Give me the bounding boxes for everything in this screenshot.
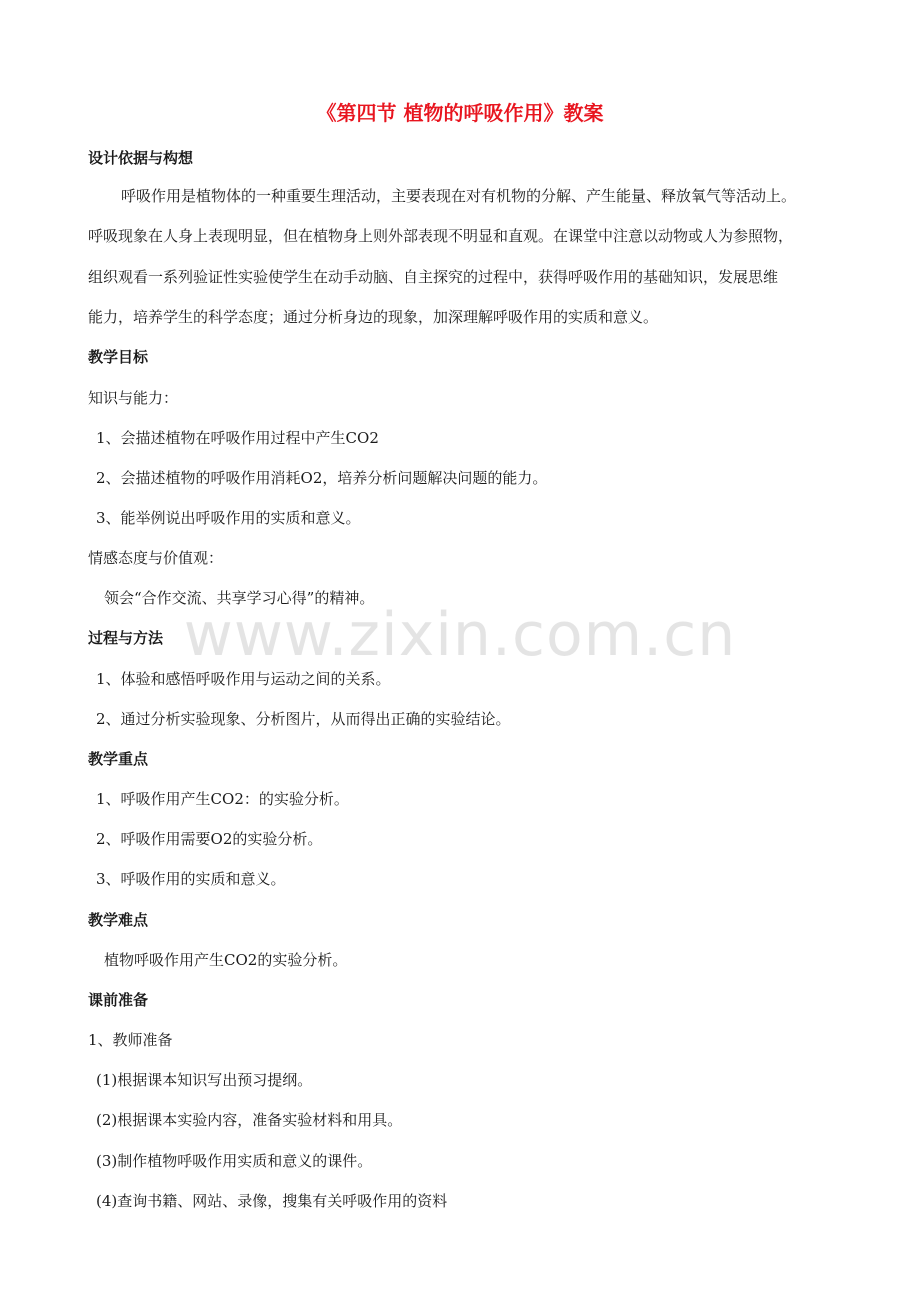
key-point-item: 3、呼吸作用的实质和意义。: [96, 870, 286, 888]
prep-subheading: 1、教师准备: [88, 1031, 173, 1049]
process-item: 2、通过分析实验现象、分析图片，从而得出正确的实验结论。: [96, 710, 511, 728]
key-point-item: 1、呼吸作用产生CO2：的实验分析。: [96, 790, 349, 808]
heading-goals: 教学目标: [88, 348, 149, 366]
design-paragraph-line: 组织观看一系列验证性实验使学生在动手动脑、自主探究的过程中，获得呼吸作用的基础知识，发展思维: [88, 268, 779, 286]
design-paragraph-line: 能力，培养学生的科学态度；通过分析身边的现象，加深理解呼吸作用的实质和意义。: [88, 308, 659, 326]
document-title: 《第四节 植物的呼吸作用》教案: [316, 101, 604, 125]
heading-difficulty: 教学难点: [88, 911, 149, 929]
attitude-text: 领会“合作交流、共享学习心得”的精神。: [104, 589, 375, 607]
process-item: 1、体验和感悟呼吸作用与运动之间的关系。: [96, 670, 391, 688]
knowledge-item: 3、能举例说出呼吸作用的实质和意义。: [96, 509, 361, 527]
design-paragraph-line: 呼吸作用是植物体的一种重要生理活动，主要表现在对有机物的分解、产生能量、释放氧气等活动上。: [121, 187, 797, 205]
attitude-label: 情感态度与价值观：: [88, 549, 224, 567]
key-point-item: 2、呼吸作用需要O2的实验分析。: [96, 830, 323, 848]
heading-preparation: 课前准备: [88, 991, 149, 1009]
design-paragraph-line: 呼吸现象在人身上表现明显，但在植物身上则外部表现不明显和直观。在课堂中注意以动物或人为参照物，: [88, 227, 794, 245]
heading-design: 设计依据与构想: [88, 149, 194, 167]
watermark: www.zixin.com.cn: [183, 600, 737, 670]
heading-key-points: 教学重点: [88, 750, 149, 768]
prep-item: (4)查询书籍、网站、录像，搜集有关呼吸作用的资料: [96, 1192, 448, 1210]
prep-item: (2)根据课本实验内容，准备实验材料和用具。: [96, 1111, 403, 1129]
prep-item: (3)制作植物呼吸作用实质和意义的课件。: [96, 1152, 373, 1170]
knowledge-item: 1、会描述植物在呼吸作用过程中产生CO2: [96, 429, 379, 447]
difficulty-text: 植物呼吸作用产生CO2的实验分析。: [104, 951, 348, 969]
heading-process: 过程与方法: [88, 629, 164, 647]
knowledge-label: 知识与能力：: [88, 389, 179, 407]
prep-item: (1)根据课本知识写出预习提纲。: [96, 1071, 313, 1089]
knowledge-item: 2、会描述植物的呼吸作用消耗O2，培养分析问题解决问题的能力。: [96, 469, 548, 487]
